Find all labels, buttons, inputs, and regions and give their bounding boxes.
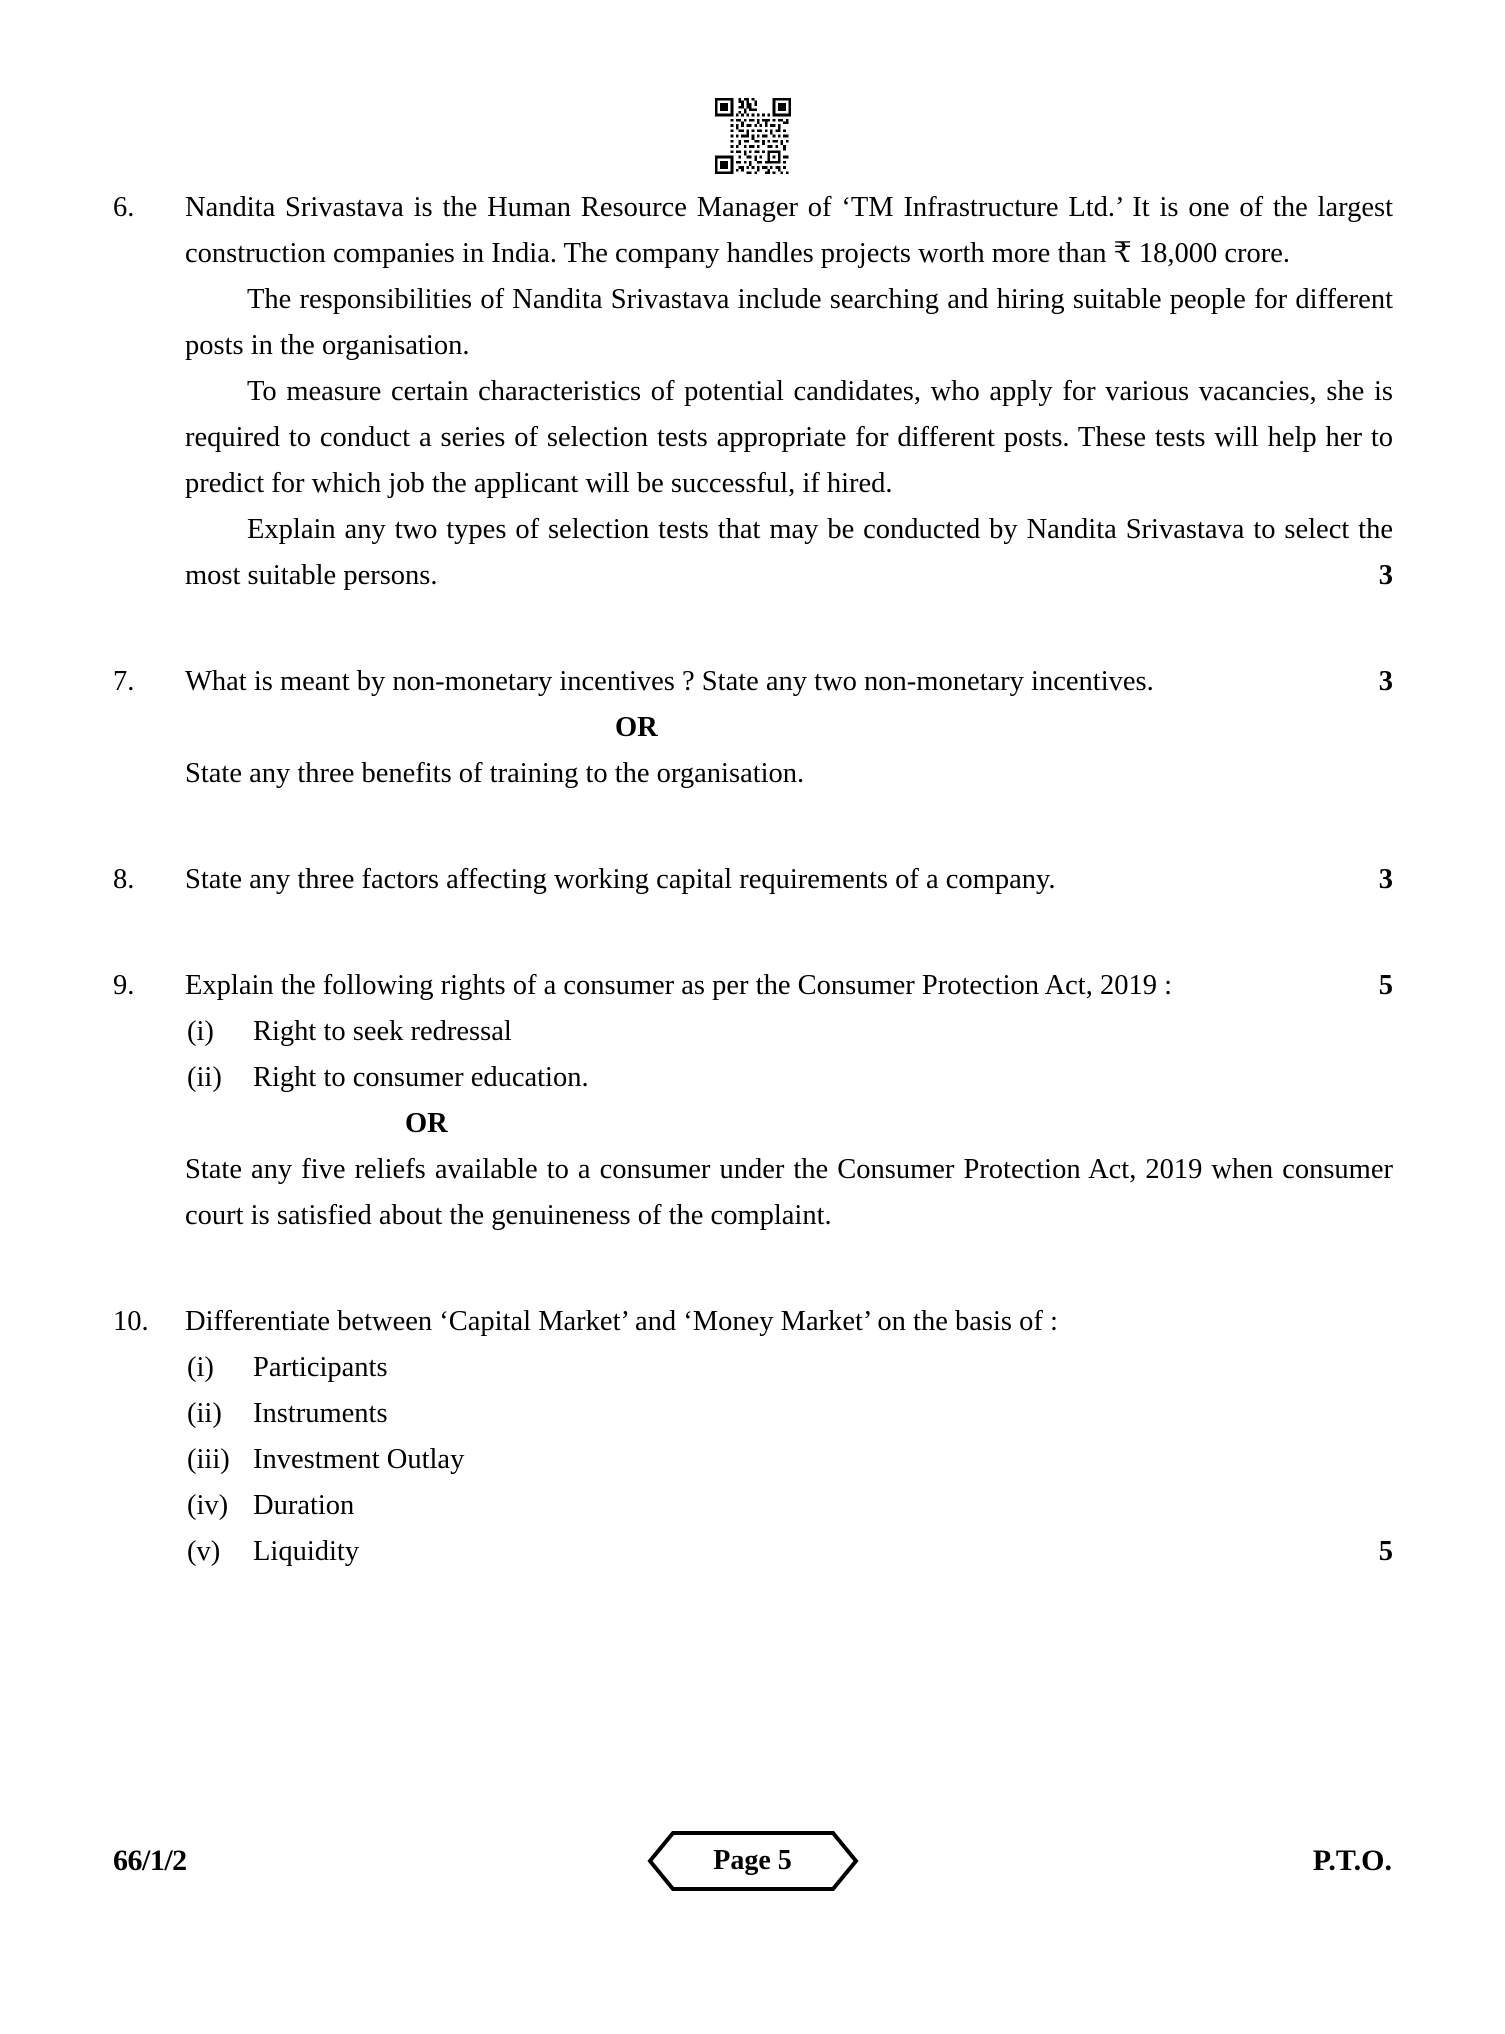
question-6-paragraph-1: Nandita Srivastava is the Human Resource Manager of ‘TM Infrastructure Ltd.’ It is one of the largest construction companies in India. The company handles projects worth more than ₹ 18,000 crore.	[185, 192, 1393, 269]
question-10-item-4-label: Duration	[253, 1490, 355, 1521]
question-7	[113, 659, 1393, 705]
question-9-item-1-label: Right to seek redressal	[253, 1016, 512, 1047]
question-7-text: What is meant by non-monetary incentives ? State any two non-monetary incentives.	[185, 666, 1154, 697]
question-10	[113, 1299, 1393, 1575]
question-6-marks: 3	[1378, 560, 1393, 591]
question-9-or-label: OR	[405, 1108, 448, 1139]
list-item	[185, 1483, 1393, 1529]
question-8-number: 8.	[113, 864, 135, 895]
question-7-or-block	[113, 705, 1393, 797]
question-list	[113, 185, 1393, 1575]
page-footer	[113, 1838, 1392, 1898]
question-6-paragraph-3: To measure certain characteristics of potential candidates, who apply for various vacancies, she is required to conduct a series of selection tests appropriate for different posts. These tests will help her to predict for which job the applicant will be successful, if hired.	[185, 376, 1393, 499]
question-10-number: 10.	[113, 1306, 149, 1337]
question-10-item-4-roman: (iv)	[187, 1490, 229, 1521]
list-item	[185, 1345, 1393, 1391]
list-item	[185, 1055, 1393, 1101]
question-7-number: 7.	[113, 666, 135, 697]
question-7-marks: 3	[1378, 666, 1393, 697]
question-8	[113, 857, 1393, 903]
question-9-or-text: State any five reliefs available to a consumer under the Consumer Protection Act, 2019 when consumer court is satisfied about the genuineness of the complaint.	[185, 1154, 1393, 1231]
list-item	[185, 1391, 1393, 1437]
question-10-item-5-roman: (v)	[187, 1536, 221, 1567]
question-9-text: Explain the following rights of a consumer as per the Consumer Protection Act, 2019 :	[185, 970, 1173, 1001]
question-9-marks: 5	[1378, 970, 1393, 1001]
page-number-badge	[647, 1830, 859, 1892]
list-item	[185, 1529, 1393, 1575]
question-6	[113, 185, 1393, 599]
question-9-item-1-roman: (i)	[187, 1016, 214, 1047]
question-6-paragraph-4: Explain any two types of selection tests that may be conducted by Nandita Srivastava to select the most suitable persons.	[185, 514, 1393, 591]
question-9	[113, 963, 1393, 1009]
pto-label: P.T.O.	[1312, 1844, 1392, 1877]
question-10-item-1-roman: (i)	[187, 1352, 214, 1383]
list-item	[185, 1437, 1393, 1483]
list-item	[185, 1009, 1393, 1055]
question-10-marks: 5	[1378, 1536, 1393, 1567]
question-10-item-2-label: Instruments	[253, 1398, 388, 1429]
page-number-label: Page 5	[713, 1845, 792, 1876]
question-10-item-3-label: Investment Outlay	[253, 1444, 465, 1475]
question-8-text: State any three factors affecting working capital requirements of a company.	[185, 864, 1056, 895]
qr-code-icon	[714, 98, 792, 174]
question-9-item-2-roman: (ii)	[187, 1062, 222, 1093]
question-10-text: Differentiate between ‘Capital Market’ and ‘Money Market’ on the basis of :	[185, 1306, 1058, 1337]
question-9-item-2-label: Right to consumer education.	[253, 1062, 589, 1093]
question-10-item-3-roman: (iii)	[187, 1444, 230, 1475]
question-6-number: 6.	[113, 192, 135, 223]
question-10-item-5-label: Liquidity	[253, 1536, 360, 1567]
question-7-or-label: OR	[615, 712, 658, 743]
question-7-or-text: State any three benefits of training to the organisation.	[185, 758, 805, 789]
question-9-number: 9.	[113, 970, 135, 1001]
question-10-item-2-roman: (ii)	[187, 1398, 222, 1429]
question-10-item-1-label: Participants	[253, 1352, 388, 1383]
question-9-items	[113, 1009, 1393, 1239]
question-8-marks: 3	[1378, 864, 1393, 895]
question-6-paragraph-2: The responsibilities of Nandita Srivastava include searching and hiring suitable people for different posts in the organisation.	[185, 284, 1393, 361]
paper-code: 66/1/2	[113, 1844, 187, 1877]
